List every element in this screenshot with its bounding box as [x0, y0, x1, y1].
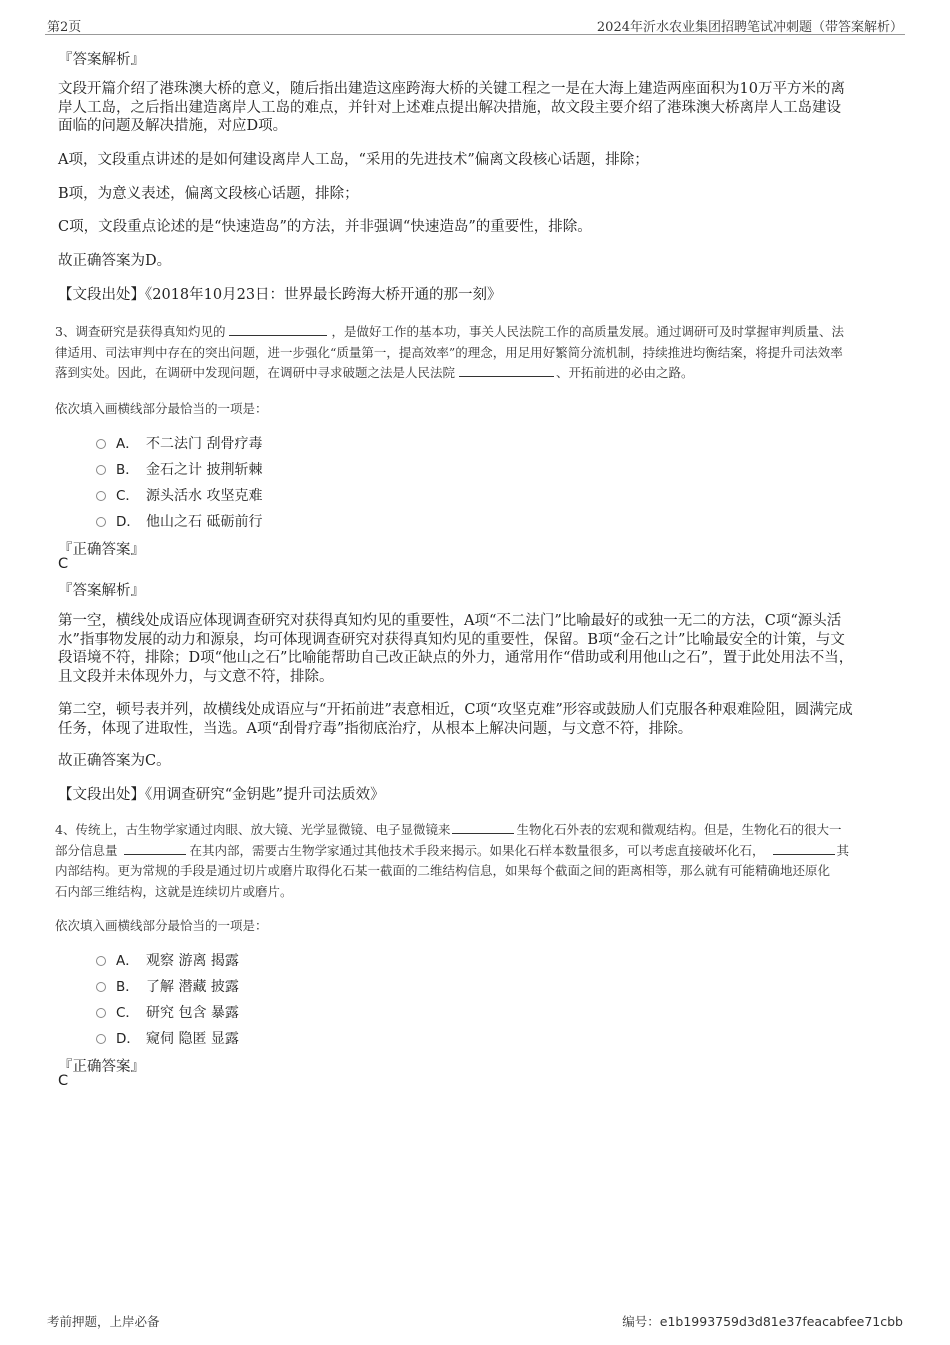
option-a[interactable]: A． 观察 游离 揭露: [96, 949, 239, 969]
radio-icon[interactable]: [96, 1034, 106, 1044]
option-c[interactable]: C． 源头活水 攻坚克难: [96, 484, 262, 504]
radio-icon[interactable]: [96, 517, 106, 527]
analysis-tag: 『答案解析』: [58, 52, 145, 68]
analysis-paragraph: [58, 701, 888, 738]
page-header: [45, 14, 905, 35]
fill-blank: [773, 841, 835, 855]
fill-blank: [229, 322, 327, 336]
text-line: 文段开篇介绍了港珠澳大桥的意义，随后指出建造这座跨海大桥的关键工程之一是在大海上建造两座面积为10万平方米的离: [58, 81, 845, 97]
text-line: 岸人工岛，之后指出建造离岸人工岛的难点，并针对上述难点提出解决措施，故文段主要介绍了港珠澳大桥离岸人工岛建设: [58, 99, 841, 116]
question-prompt: 依次填入画横线部分最恰当的一项是：: [55, 401, 268, 416]
question-3-stem: [55, 322, 897, 384]
option-b[interactable]: B． 了解 潜藏 披露: [96, 975, 239, 995]
text-line: 落到实处。因此，在调研中发现问题，在调研中寻求破题之法是人民法院 、开拓前进的必由之路。: [55, 365, 694, 380]
conclusion-text: 故正确答案为D。: [58, 253, 172, 269]
radio-icon[interactable]: [96, 491, 106, 501]
fill-blank: [124, 841, 186, 855]
option-d[interactable]: D． 他山之石 砥砺前行: [96, 510, 262, 530]
text-line: 律适用、司法审判中存在的突出问题，进一步强化“质量第一，提高效率”的理念，用足用好繁简分流机制，持续推进均衡结案，将提升司法效率: [55, 344, 843, 360]
text-line: 任务，体现了进取性，当选。A项“刮骨疗毒”指彻底治疗，从根本上解决问题，与文意不符，排除。: [58, 720, 693, 737]
option-d[interactable]: D． 窥伺 隐匿 显露: [96, 1027, 239, 1047]
conclusion-text: 故正确答案为C。: [58, 753, 171, 769]
radio-icon[interactable]: [96, 439, 106, 449]
correct-answer: C: [58, 556, 69, 572]
fill-blank: [459, 363, 554, 377]
text-line: 第二空，顿号表并列，故横线处成语应与“开拓前进”表意相近，C项“攻坚克难”形容或鼓励人们克服各种艰难险阻，圆满完成: [58, 702, 853, 718]
question-prompt: 依次填入画横线部分最恰当的一项是：: [55, 918, 268, 933]
text-line: 4、传统上，古生物学家通过肉眼、放大镜、光学显微镜、电子显微镜来 生物化石外表的宏观和微观结构。但是，生物化石的很大一: [55, 822, 842, 837]
source-text: 【文段出处】《用调查研究“金钥匙”提升司法质效》: [58, 787, 385, 803]
option-c[interactable]: C． 研究 包含 暴露: [96, 1001, 239, 1021]
text-line: 且文段并未体现外力，与文意不符，排除。: [58, 668, 334, 685]
option-a[interactable]: A． 不二法门 刮骨疗毒: [96, 432, 262, 452]
question-4-stem: [55, 820, 897, 902]
text-line: 部分信息量 在其内部，需要古生物学家通过其他技术手段来揭示。如果化石样本数量很多，可以考虑直接破坏化石， 其: [55, 842, 850, 858]
text-line: 段语境不符，排除；D项“他山之石”比喻能帮助自己改正缺点的外力，通常用作“借助或利用他山之石”，置于此处用法不当，: [58, 650, 854, 666]
text-line: 水”指事物发展的动力和源泉，均可体现调查研究对获得真知灼见的重要性，保留。B项“金石之计”比喻最安全的计策，与文: [58, 631, 845, 648]
text-line: 内部结构。更为常规的手段是通过切片或磨片取得化石某一截面的二维结构信息，如果每个截面之间的距离相等，那么就有可能精确地还原化: [55, 863, 831, 878]
text-line: 3、调查研究是获得真知灼见的 ，是做好工作的基本功，事关人民法院工作的高质量发展。通过调研可及时掌握审判质量、法: [55, 324, 844, 339]
correct-answer-tag: 『正确答案』: [58, 1059, 145, 1075]
document-code: 编号：e1b1993759d3d81e37feacabfee71cbb: [622, 1314, 903, 1329]
radio-icon[interactable]: [96, 1008, 106, 1018]
footer-slogan: 考前押题，上岸必备: [47, 1314, 160, 1329]
radio-icon[interactable]: [96, 465, 106, 475]
source-text: 【文段出处】《2018年10月23日：世界最长跨海大桥开通的那一刻》: [58, 287, 502, 303]
analysis-paragraph: B项，为意义表述，偏离文段核心话题，排除；: [58, 186, 359, 202]
page-number: 第2页: [47, 20, 82, 35]
document-title: 2024年沂水农业集团招聘笔试冲刺题（带答案解析）: [596, 20, 903, 35]
analysis-paragraph: A项，文段重点讲述的是如何建设离岸人工岛，“采用的先进技术”偏离文段核心话题，排除；: [58, 152, 649, 168]
text-line: 面临的问题及解决措施，对应D项。: [58, 118, 288, 134]
option-b[interactable]: B． 金石之计 披荆斩棘: [96, 458, 262, 478]
analysis-paragraph: [58, 612, 888, 686]
radio-icon[interactable]: [96, 956, 106, 966]
radio-icon[interactable]: [96, 982, 106, 992]
correct-answer-tag: 『正确答案』: [58, 542, 145, 558]
correct-answer: C: [58, 1073, 69, 1089]
fill-blank: [452, 820, 514, 834]
text-line: 石内部三维结构，这就是连续切片或磨片。: [55, 883, 293, 899]
text-line: 第一空，横线处成语应体现调查研究对获得真知灼见的重要性，A项“不二法门”比喻最好的或独一无二的方法，C项“源头活: [58, 613, 842, 629]
analysis-paragraph: [58, 80, 888, 136]
analysis-paragraph: C项，文段重点论述的是“快速造岛”的方法，并非强调“快速造岛”的重要性，排除。: [58, 219, 592, 235]
analysis-tag: 『答案解析』: [58, 583, 145, 599]
